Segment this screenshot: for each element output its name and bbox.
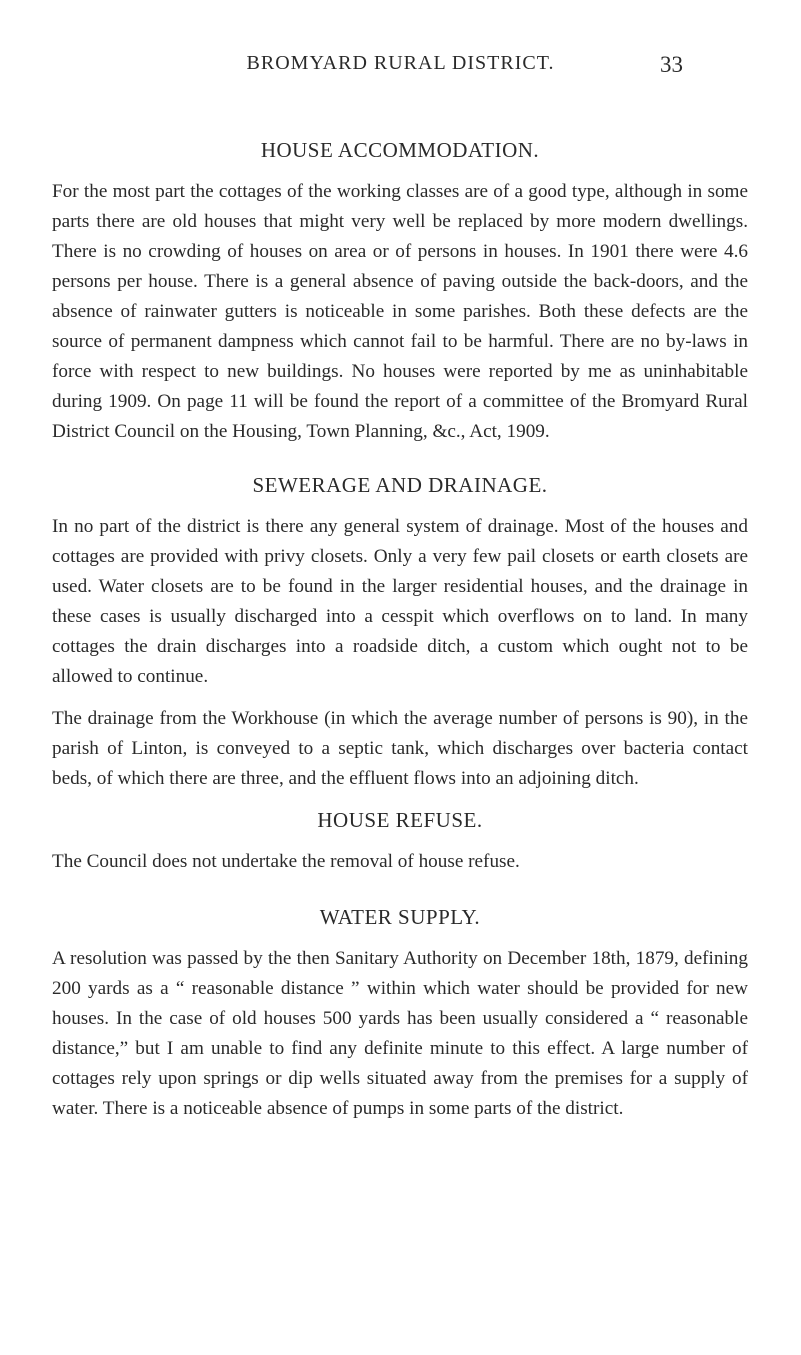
paragraph: The Council does not undertake the removal of house refuse.	[52, 851, 520, 872]
section-sewerage-and-drainage	[52, 471, 748, 794]
section-heading: HOUSE ACCOMMODATION.	[260, 138, 540, 162]
section-heading: HOUSE REFUSE.	[317, 808, 483, 832]
section-heading: WATER SUPPLY.	[319, 905, 481, 929]
section-house-refuse	[52, 806, 748, 877]
paragraph: The drainage from the Workhouse (in which the average number of persons is 90), in the parish of Linton, is conveyed to a septic tank, which discharges over bacteria contact beds, of which there are three, and the effluent flows into an adjoining ditch.	[52, 708, 748, 789]
section-heading: SEWERAGE AND DRAINAGE.	[252, 473, 548, 497]
paragraph: In no part of the district is there any general system of drainage. Most of the houses and cottages are provided with privy closets. Only a very few pail closets or earth closets are used. Water closets are to be found in the larger residential houses, and the drainage in these cases is usually discharged into a cesspit which overflows on to land. In many cottages the drain discharges into a roadside ditch, a custom which ought not to be allowed to continue.	[52, 516, 748, 687]
section-house-accommodation	[52, 136, 748, 447]
page-number: 33	[660, 52, 683, 77]
page-body	[52, 136, 748, 1136]
paragraph: For the most part the cottages of the working classes are of a good type, although in some parts there are old houses that might very well be replaced by more modern dwellings. There is no crowding of houses on area or of persons in houses. In 1901 there were 4.6 persons per house. There is a general absence of paving outside the back-doors, and the absence of rainwater gutters is noticeable in some parishes. Both these defects are the source of permanent dampness which cannot fail to be harmful. There are no by-laws in force with respect to new buildings. No houses were reported by me as uninhabitable during 1909. On page 11 will be found the report of a committee of the Bromyard Rural District Council on the Housing, Town Planning, &c., Act, 1909.	[52, 181, 748, 442]
section-water-supply	[52, 903, 748, 1124]
running-title: BROMYARD RURAL DISTRICT.	[246, 52, 555, 74]
running-head	[0, 52, 801, 82]
paragraph: A resolution was passed by the then Sanitary Authority on December 18th, 1879, defining 200 yards as a “ reasonable distance ” within which water should be provided for new houses. In the case of old houses 500 yards has been usually considered a “ reasonable distance,” but I am unable to find any definite minute to this effect. A large number of cottages rely upon springs or dip wells situated away from the premises for a supply of water. There is a noticeable absence of pumps in some parts of the district.	[52, 948, 748, 1119]
